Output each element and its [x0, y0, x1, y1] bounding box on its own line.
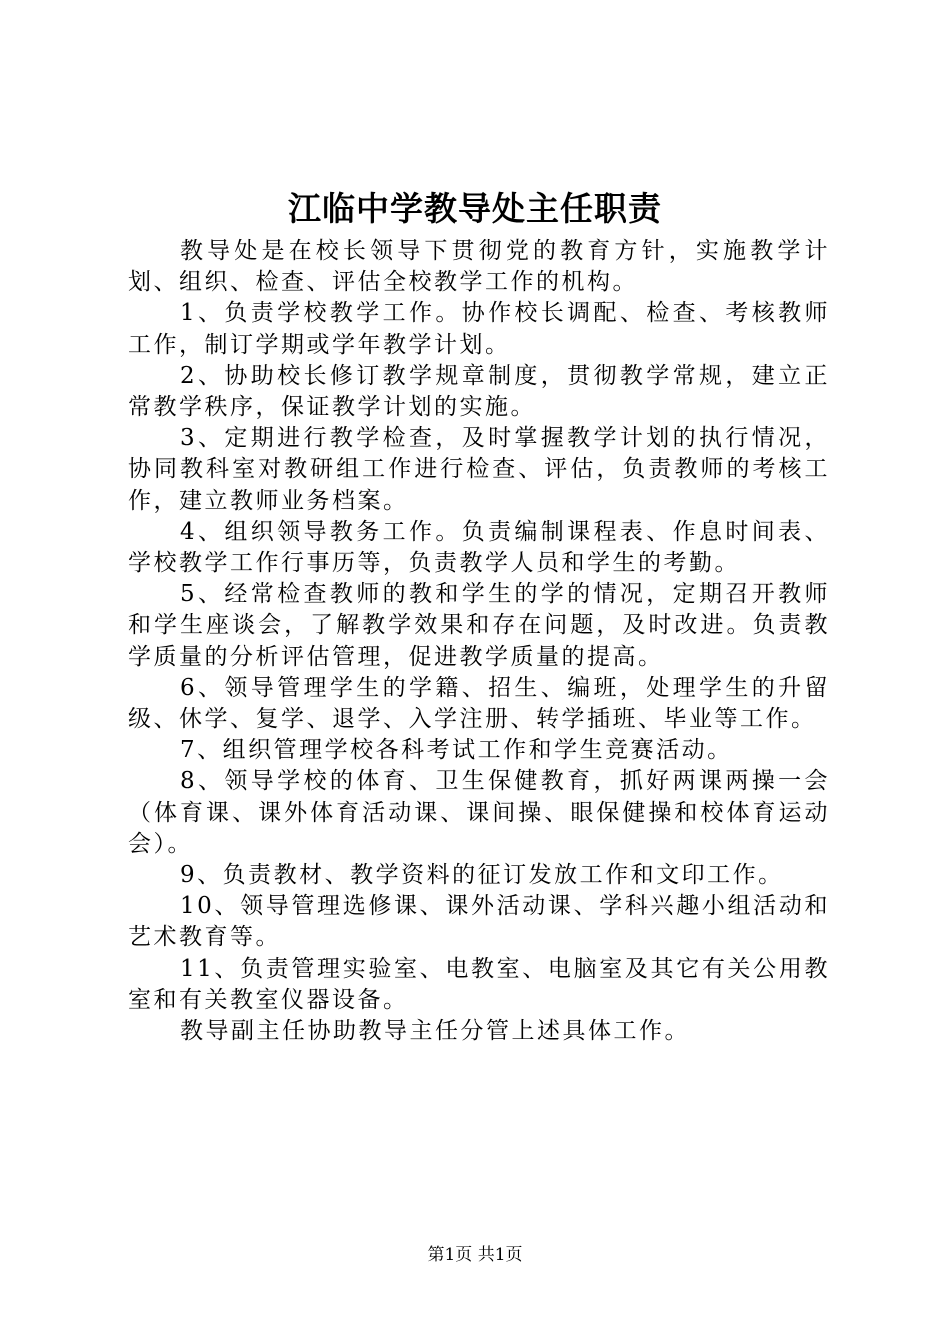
duty-item-1: 1、负责学校教学工作。协作校长调配、检查、考核教师工作，制订学期或学年教学计划。: [128, 300, 830, 358]
duty-item-9: 9、负责教材、教学资料的征订发放工作和文印工作。: [180, 862, 784, 889]
page-footer: 第1页 共1页: [427, 1245, 523, 1265]
document-body: [128, 236, 830, 1047]
duty-item-4: 4、组织领导教务工作。负责编制课程表、作息时间表、学校教学工作行事历等，负责教学人员和学生的考勤。: [128, 518, 830, 577]
duty-item-8: 8、领导学校的体育、卫生保健教育，抓好两课两操一会（体育课、课外体育活动课、课间操、眼保健操和校体育运动会）。: [128, 768, 830, 857]
closing-paragraph: 教导副主任协助教导主任分管上述具体工作。: [180, 1018, 690, 1045]
duty-item-7: 7、组织管理学校各科考试工作和学生竞赛活动。: [180, 737, 733, 764]
document-title: 江临中学教导处主任职责: [288, 189, 662, 228]
duty-item-5: 5、经常检查教师的教和学生的学的情况，定期召开教师和学生座谈会，了解教学效果和存在问题，及时改进。负责教学质量的分析评估管理，促进教学质量的提高。: [128, 581, 830, 670]
duty-item-3: 3、定期进行教学检查，及时掌握教学计划的执行情况，协同教科室对教研组工作进行检查、评估，负责教师的考核工作，建立教师业务档案。: [128, 425, 830, 514]
duty-item-6: 6、领导管理学生的学籍、招生、编班，处理学生的升留级、休学、复学、退学、入学注册、转学插班、毕业等工作。: [128, 674, 830, 733]
duty-item-11: 11、负责管理实验室、电教室、电脑室及其它有关公用教室和有关教室仪器设备。: [128, 955, 830, 1013]
duty-item-2: 2、协助校长修订教学规章制度，贯彻教学常规，建立正常教学秩序，保证教学计划的实施。: [128, 362, 830, 421]
duty-item-10: 10、领导管理选修课、课外活动课、学科兴趣小组活动和艺术教育等。: [128, 893, 830, 951]
intro-paragraph: 教导处是在校长领导下贯彻党的教育方针，实施教学计划、组织、检查、评估全校教学工作的机构。: [128, 238, 830, 296]
